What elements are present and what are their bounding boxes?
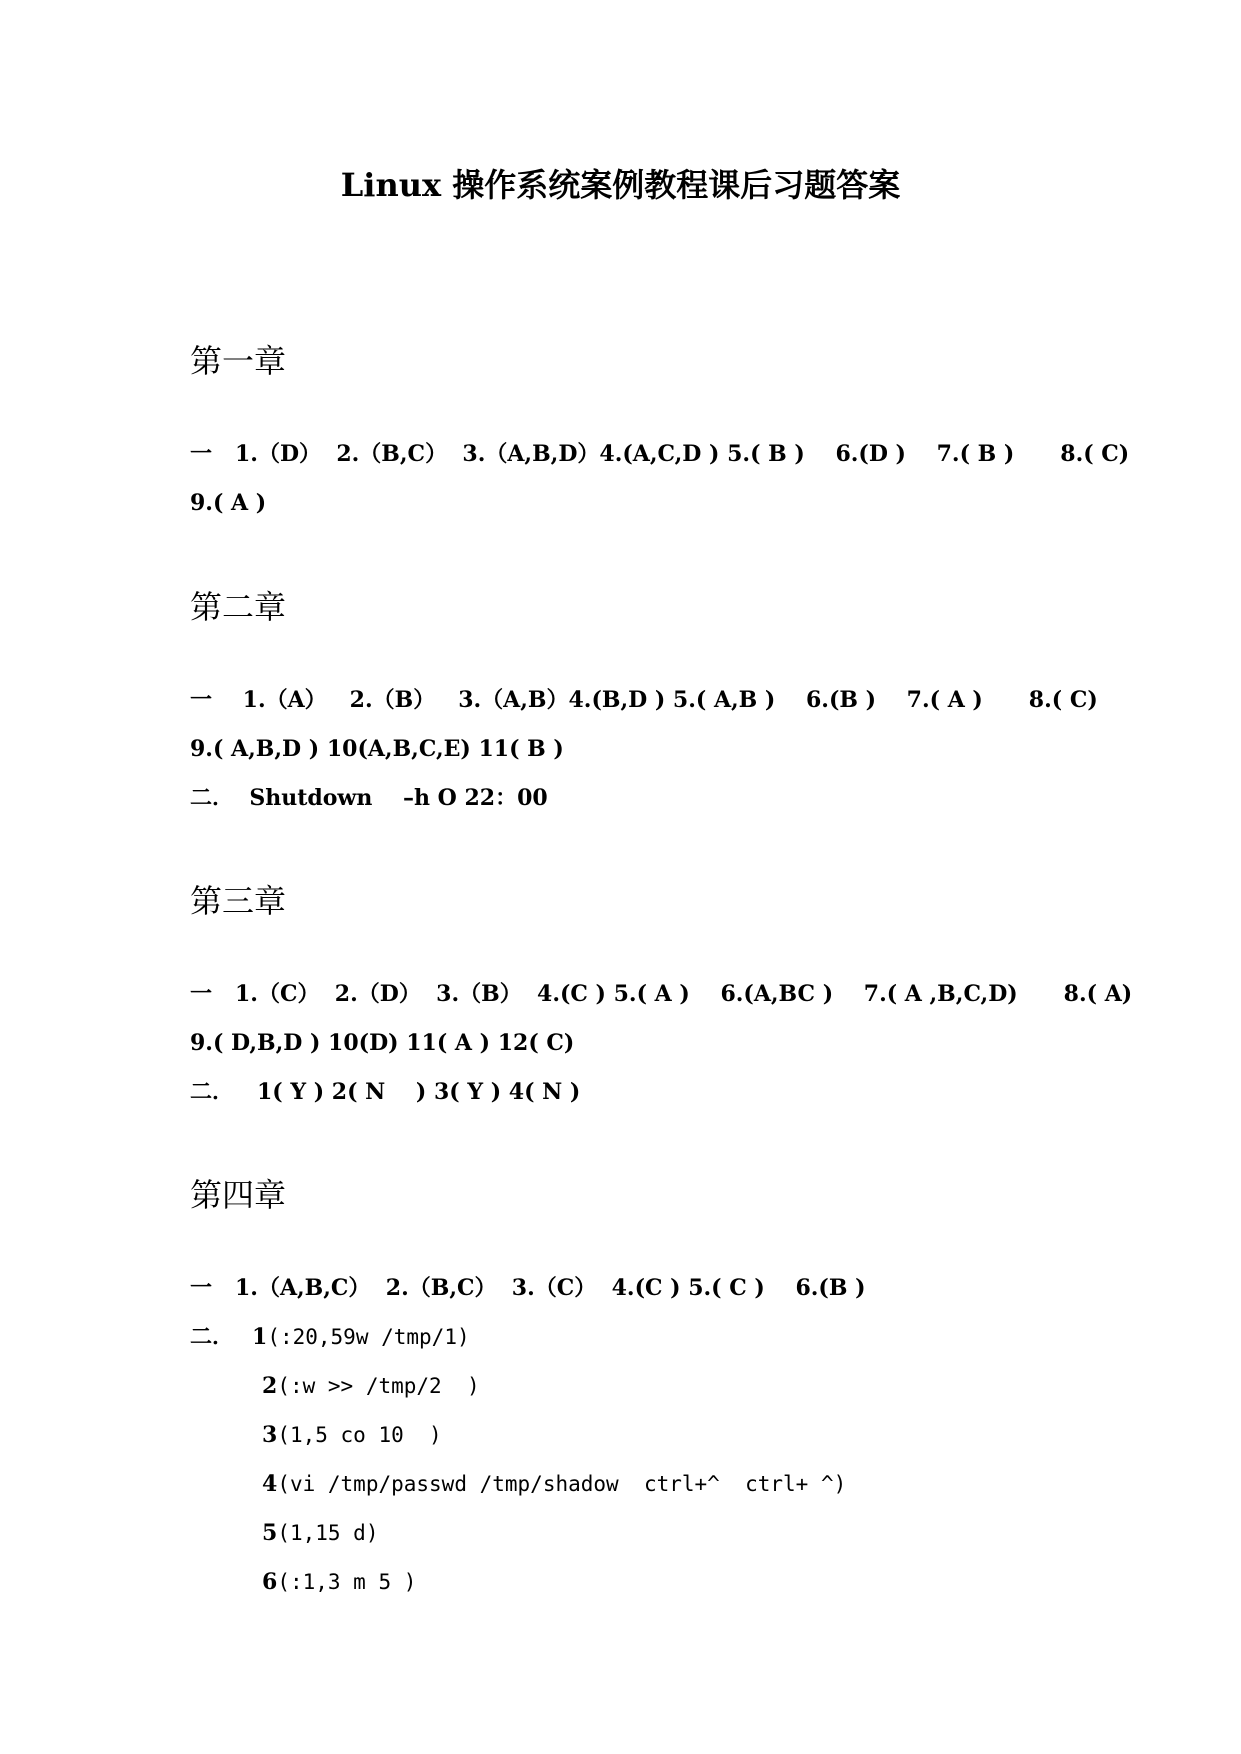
answer-sub-item: [262, 1470, 846, 1498]
answer-sub-item-text: (:20,59w /tmp/1): [267, 1325, 470, 1349]
answer-sub-label: 二．: [190, 1324, 235, 1350]
answer-sub-item: [252, 1323, 470, 1351]
answer-sub-item: [262, 1372, 480, 1400]
answer-line: 二． 1( Y ) 2( N ) 3( Y ) 4( N ): [190, 1079, 581, 1105]
answer-sub-item-text: (1,15 d): [277, 1521, 379, 1545]
answer-line: 9.( A ): [190, 490, 267, 516]
answer-sub-item-number: 5: [262, 1520, 278, 1546]
chapter-heading-4: 第四章: [190, 1176, 287, 1214]
answer-sub-item-text: (:1,3 m 5 ): [277, 1570, 417, 1594]
answer-line: 二． Shutdown –h O 22：00: [190, 785, 548, 811]
answer-line: 一 1.（C） 2.（D） 3.（B） 4.(C ) 5.( A ) 6.(A,BC ) 7.( A ,B,C,D) 8.( A): [190, 981, 1133, 1007]
answer-line: 一 1.（A,B,C） 2.（B,C） 3.（C） 4.(C ) 5.( C ) 6.(B ): [190, 1275, 866, 1301]
answer-sub-item-text: (1,5 co 10 ): [277, 1423, 442, 1447]
chapter-heading-1: 第一章: [190, 342, 287, 380]
answer-sub-item-number: 3: [262, 1422, 278, 1448]
answer-sub-item-number: 1: [252, 1324, 268, 1350]
answer-sub-item: [262, 1568, 416, 1596]
answer-sub-item: [262, 1519, 378, 1547]
answer-sub-item-text: (:w >> /tmp/2 ): [277, 1374, 480, 1398]
answer-sub-item-text: (vi /tmp/passwd /tmp/shadow ctrl+^ ctrl+ ^): [277, 1472, 847, 1496]
answer-line: 9.( A,B,D ) 10(A,B,C,E) 11( B ): [190, 736, 564, 762]
chapter-heading-3: 第三章: [190, 882, 287, 920]
answer-line: 9.( D,B,D ) 10(D) 11( A ) 12( C): [190, 1030, 575, 1056]
answer-line: 一 1.（D） 2.（B,C） 3.（A,B,D）4.(A,C,D ) 5.( B ) 6.(D ) 7.( B ) 8.( C): [190, 441, 1130, 467]
answer-line: 一 1.（A） 2.（B） 3.（A,B）4.(B,D ) 5.( A,B ) 6.(B ) 7.( A ) 8.( C): [190, 687, 1098, 713]
answer-sub-item-number: 6: [262, 1569, 278, 1595]
answer-sub-item-number: 2: [262, 1373, 278, 1399]
document-title: Linux 操作系统案例教程课后习题答案: [340, 166, 901, 204]
answer-sub-item-number: 4: [262, 1471, 278, 1497]
answer-sub-item: [262, 1421, 442, 1449]
chapter-heading-2: 第二章: [190, 588, 287, 626]
